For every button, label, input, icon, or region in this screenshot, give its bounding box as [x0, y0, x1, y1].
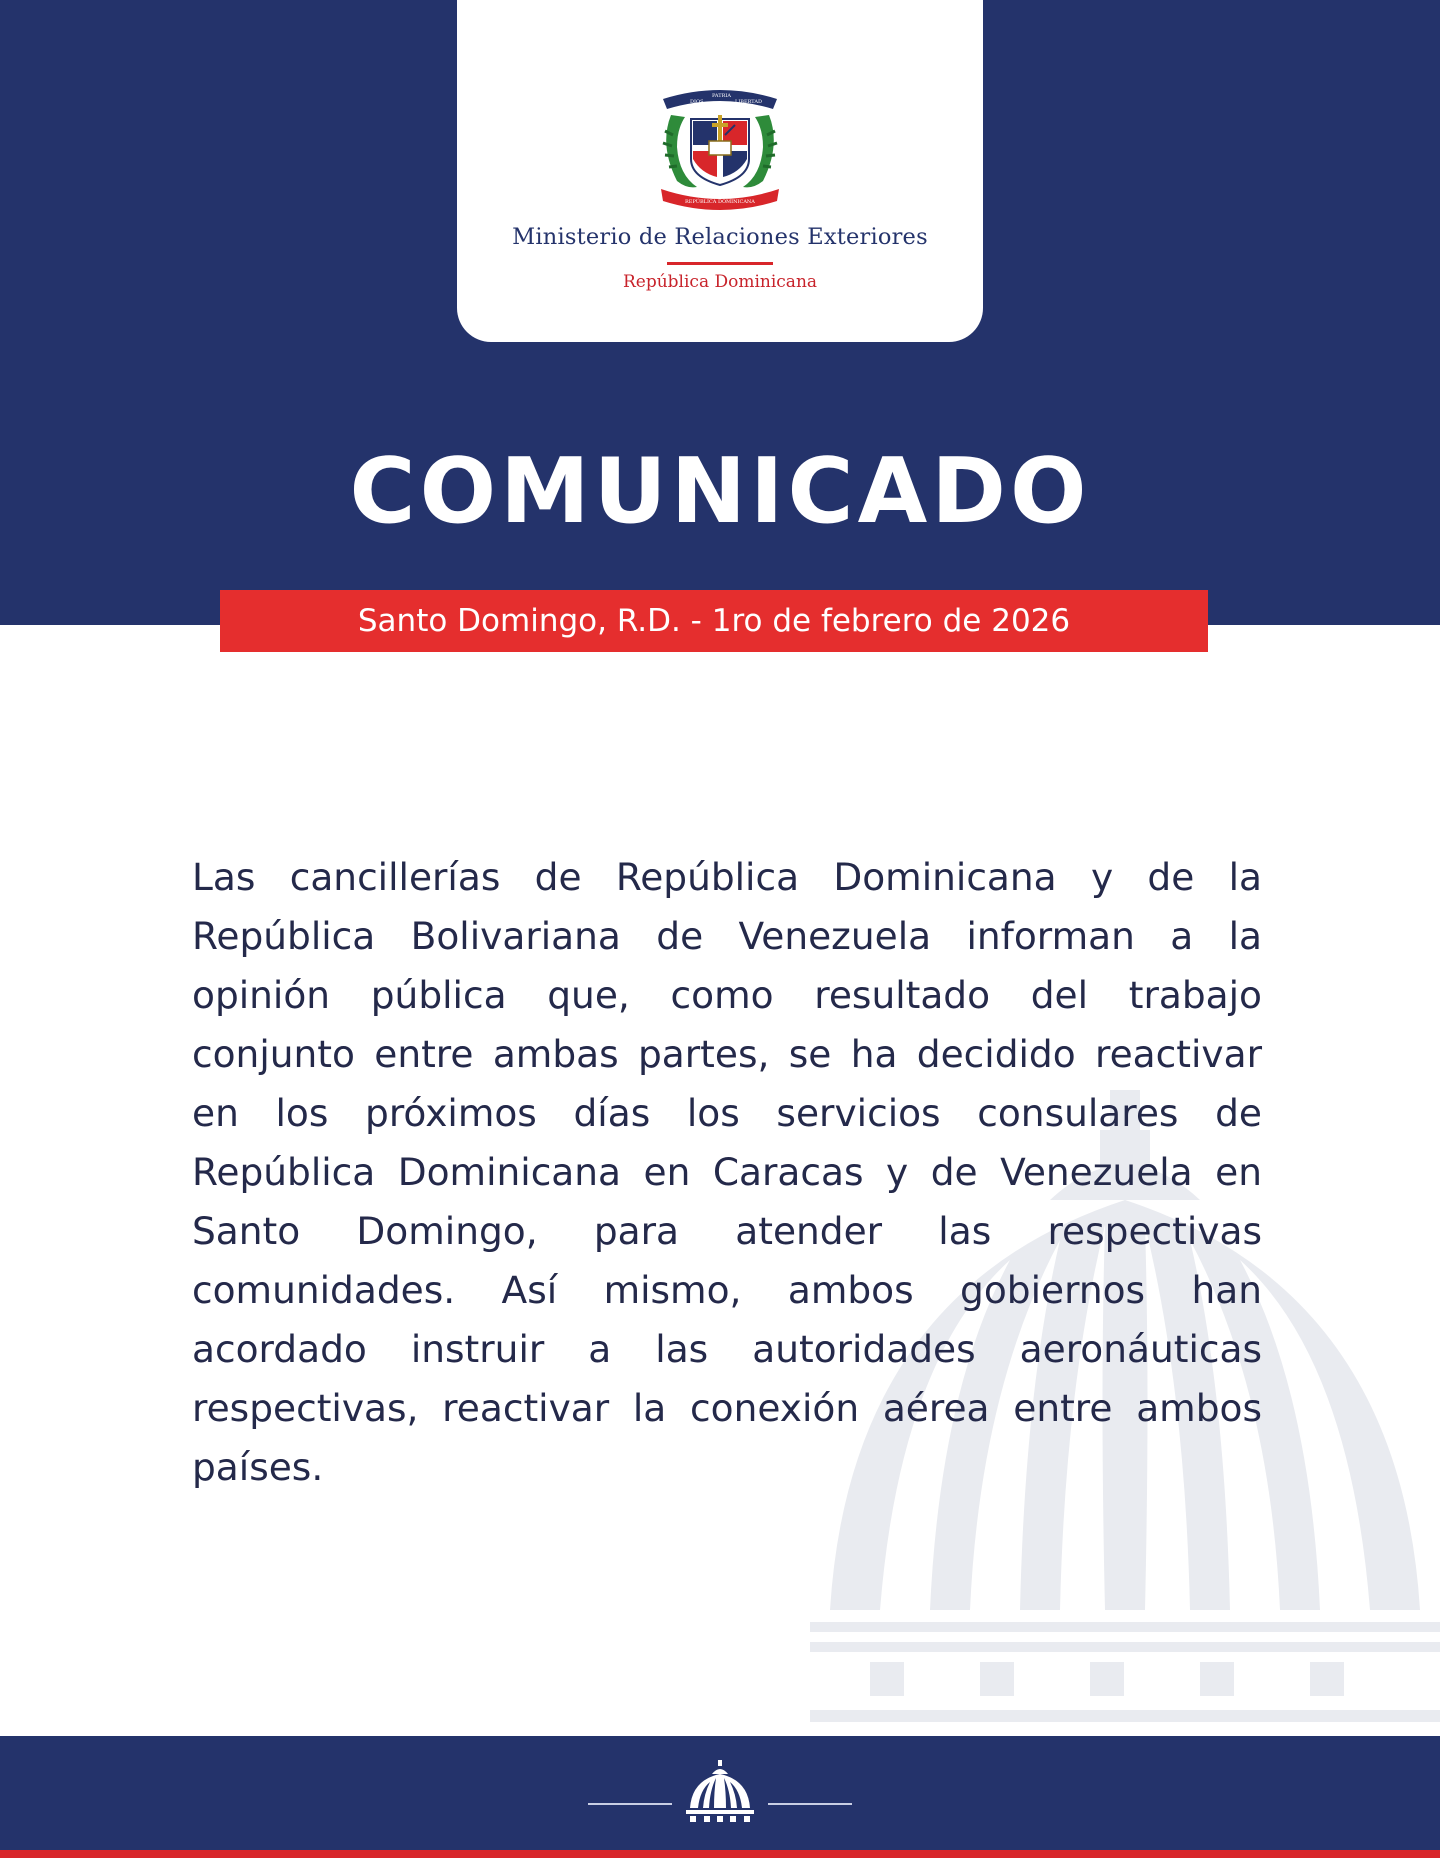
svg-text:PATRIA: PATRIA	[712, 93, 731, 99]
dateline-bar	[220, 590, 1208, 652]
ministry-divider	[667, 262, 773, 265]
svg-text:DIOS: DIOS	[690, 99, 704, 105]
footer-divider-right	[768, 1803, 852, 1805]
svg-text:REPÚBLICA DOMINICANA: REPÚBLICA DOMINICANA	[685, 199, 755, 205]
ministry-logo-card	[457, 0, 983, 342]
footer-divider-left	[588, 1803, 672, 1805]
dome-icon	[684, 1760, 756, 1824]
footer-accent-stripe	[0, 1850, 1440, 1858]
svg-text:LIBERTAD: LIBERTAD	[735, 99, 762, 105]
page-title: COMUNICADO	[349, 439, 1091, 544]
coat-of-arms-icon	[657, 85, 783, 213]
country-name: República Dominicana	[622, 272, 818, 292]
communique-body: Las cancillerías de República Dominicana y de la República Bolivariana de Venezuela informan a la opinión pública que, como resultado del trabajo conjunto entre ambas partes, se ha decidido reactivar en los próximos días los servicios consulares de República Dominicana en Caracas y de Venezuela en Santo Domingo, para atender las respectivas comunidades. Así mismo, ambos gobiernos han acordado instruir a las autoridades aeronáuticas respectivas, reactivar la conexión aérea entre ambos países.	[192, 855, 1262, 1489]
ministry-name: Ministerio de Relaciones Exteriores	[512, 224, 928, 250]
dateline: Santo Domingo, R.D. - 1ro de febrero de 2026	[357, 603, 1071, 639]
